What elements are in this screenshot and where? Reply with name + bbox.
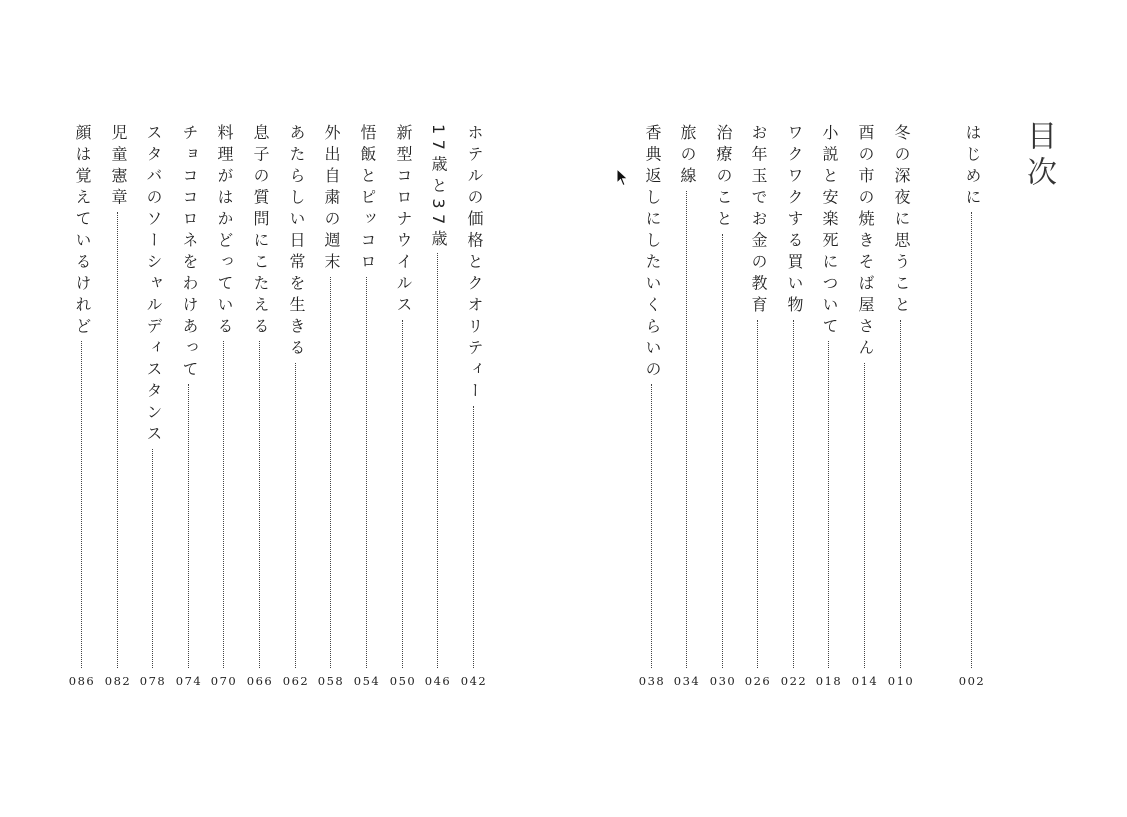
toc-entry[interactable] (887, 124, 915, 694)
toc-entry-page-number: 034 (673, 674, 701, 688)
toc-entry-title: 香典返しにしたいくらいの (643, 124, 662, 382)
toc-dot-leader (188, 384, 189, 668)
toc-entry[interactable] (744, 124, 772, 694)
toc-entry-title: お年玉でお金の教育 (749, 124, 768, 318)
toc-dot-leader (473, 406, 474, 668)
toc-entry-title: 息子の質問にこたえる (251, 124, 270, 339)
toc-entry-page-number: 014 (851, 674, 879, 688)
toc-entry-title: 酉の市の焼きそば屋さん (856, 124, 875, 361)
toc-entry-page-number: 026 (744, 674, 772, 688)
toc-entry[interactable] (389, 124, 417, 694)
toc-entry[interactable] (638, 124, 666, 694)
toc-entry-page-number: 078 (139, 674, 167, 688)
toc-dot-leader (330, 277, 331, 668)
toc-entry[interactable] (424, 124, 452, 694)
toc-entry-page-number: 070 (210, 674, 238, 688)
toc-entry[interactable] (282, 124, 310, 694)
toc-dot-leader (366, 277, 367, 668)
toc-dot-leader (651, 384, 652, 668)
toc-dot-leader (793, 320, 794, 668)
toc-entry-title: 旅の線 (678, 124, 697, 189)
toc-entry-page-number: 086 (68, 674, 96, 688)
toc-entry-title: 17歳と37歳 (429, 124, 448, 252)
toc-dot-leader (117, 212, 118, 668)
toc-entry[interactable] (460, 124, 488, 694)
toc-entry[interactable] (104, 124, 132, 694)
toc-entry-title: 小説と安楽死について (820, 124, 839, 339)
toc-entry[interactable] (353, 124, 381, 694)
toc-entry[interactable] (851, 124, 879, 694)
toc-entry-page-number: 050 (389, 674, 417, 688)
toc-dot-leader (402, 320, 403, 668)
toc-entry-page-number: 046 (424, 674, 452, 688)
toc-entry-title: 悟飯とピッコロ (358, 124, 377, 275)
toc-entry-title: 新型コロナウイルス (394, 124, 413, 318)
toc-dot-leader (722, 234, 723, 668)
toc-dot-leader (152, 449, 153, 668)
toc-entry-title: ホテルの価格とクオリティー (465, 124, 484, 404)
toc-entry-page-number: 082 (104, 674, 132, 688)
toc-entry-title: 冬の深夜に思うこと (892, 124, 911, 318)
toc-entry-title: 外出自粛の週末 (322, 124, 341, 275)
toc-dot-leader (223, 341, 224, 668)
toc-entry-page-number: 038 (638, 674, 666, 688)
toc-entry-title: ワクワクする買い物 (785, 124, 804, 318)
toc-heading: 目次 (1021, 120, 1056, 192)
toc-entry-page-number: 074 (175, 674, 203, 688)
toc-entry-page-number: 058 (317, 674, 345, 688)
toc-dot-leader (437, 253, 438, 668)
toc-dot-leader (864, 363, 865, 668)
toc-entry-title: スタバのソーシャルディスタンス (144, 124, 163, 447)
toc-entry[interactable] (68, 124, 96, 694)
toc-entry-page-number: 042 (460, 674, 488, 688)
toc-dot-leader (81, 341, 82, 668)
toc-dot-leader (971, 212, 972, 668)
toc-entry-page-number: 062 (282, 674, 310, 688)
toc-entry[interactable] (815, 124, 843, 694)
toc-entry-title: 児童憲章 (109, 124, 128, 210)
toc-entry-page-number: 066 (246, 674, 274, 688)
toc-entry-page-number: 030 (709, 674, 737, 688)
toc-entry-title: あたらしい日常を生きる (287, 124, 306, 361)
toc-entry[interactable] (139, 124, 167, 694)
toc-dot-leader (900, 320, 901, 668)
toc-dot-leader (295, 363, 296, 668)
toc-dot-leader (686, 191, 687, 668)
toc-dot-leader (259, 341, 260, 668)
toc-entry-title: チョココロネをわけあって (180, 124, 199, 382)
toc-entry-page-number: 002 (958, 674, 986, 688)
toc-entry-title: はじめに (963, 124, 982, 210)
toc-entry[interactable] (958, 124, 986, 694)
toc-entry[interactable] (780, 124, 808, 694)
toc-entry[interactable] (317, 124, 345, 694)
toc-entry-page-number: 018 (815, 674, 843, 688)
toc-entry-page-number: 054 (353, 674, 381, 688)
mouse-cursor-icon (616, 168, 630, 188)
toc-entry-title: 顔は覚えているけれど (73, 124, 92, 339)
toc-entry[interactable] (210, 124, 238, 694)
toc-dot-leader (757, 320, 758, 668)
toc-entry[interactable] (709, 124, 737, 694)
toc-entry-title: 治療のこと (714, 124, 733, 232)
toc-entry[interactable] (673, 124, 701, 694)
toc-dot-leader (828, 341, 829, 668)
toc-entry[interactable] (175, 124, 203, 694)
toc-entry-page-number: 010 (887, 674, 915, 688)
toc-entry-title: 料理がはかどっている (215, 124, 234, 339)
toc-entry[interactable] (246, 124, 274, 694)
toc-entry-page-number: 022 (780, 674, 808, 688)
